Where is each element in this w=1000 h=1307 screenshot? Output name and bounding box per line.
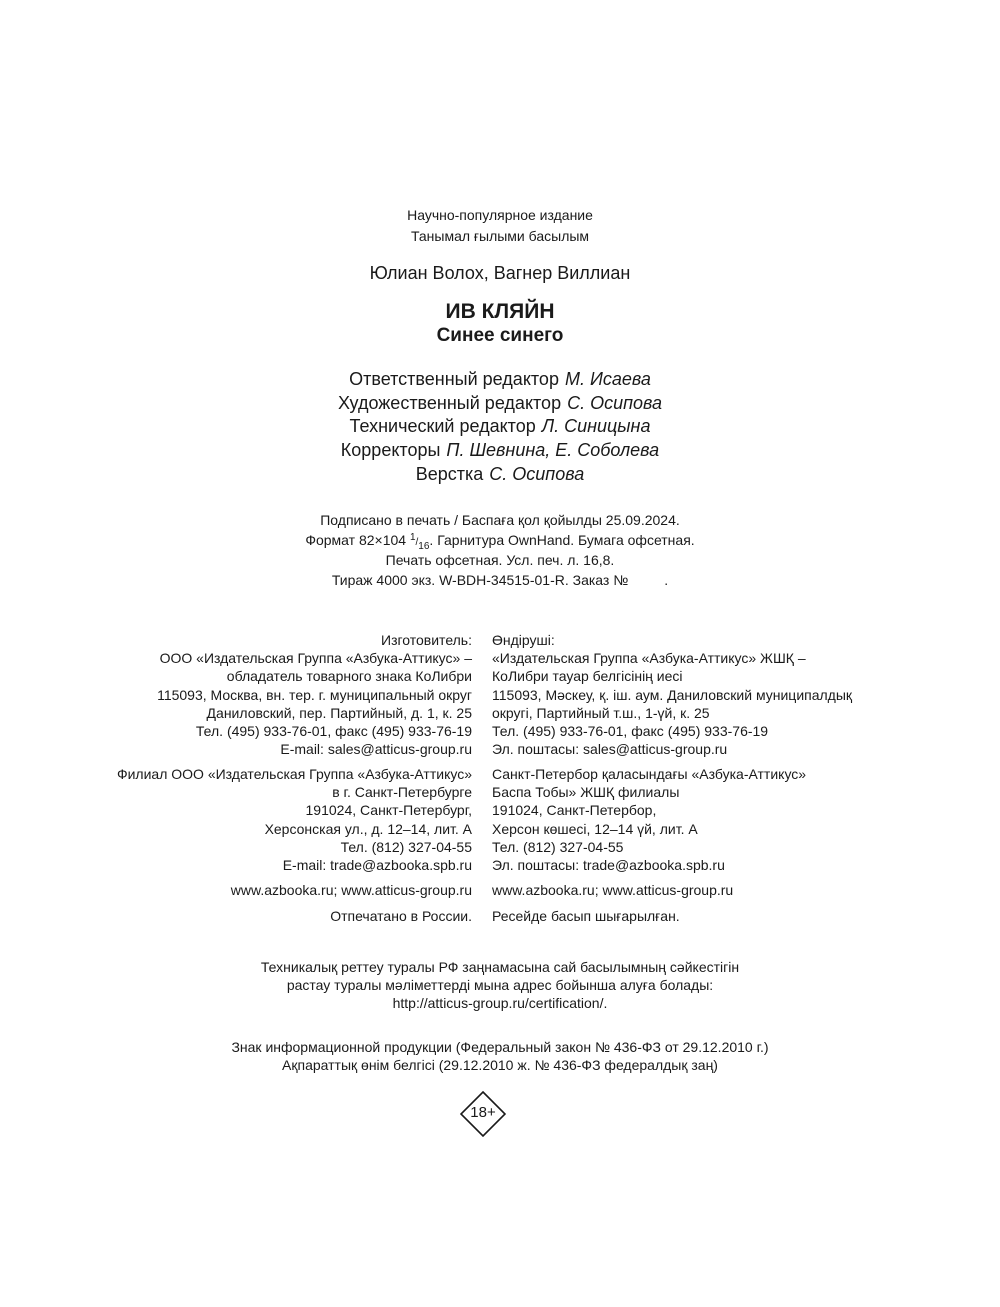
print-run [0,572,1000,588]
branch-kz [492,765,806,874]
format-fraction: 1/16 [409,532,430,552]
certification-line: Техникалық реттеу туралы РФ заңнамасына сай басылымның сәйкестігін [260,959,740,975]
credit-line [0,440,1000,461]
manufacturer-kz-line: Эл. поштасы: sales@atticus-group.ru [492,741,728,758]
branch-ru-line: 191024, Санкт-Петербург, [305,802,472,819]
credit-name: М. Исаева [564,369,651,389]
branch-ru [117,765,472,874]
branch-kz-line: Херсон көшесі, 12–14 үй, лит. А [492,820,698,837]
printed-in-kz: Ресейде басып шығарылған. [492,908,680,924]
run-suffix: . [664,572,669,588]
credit-name: С. Осипова [489,464,585,484]
manufacturer-kz [492,631,852,758]
website-kz[interactable]: www.azbooka.ru; www.atticus-group.ru [492,882,734,898]
fraction-numerator: 1 [409,532,416,543]
manufacturer-kz-line: Өндіруші: [492,632,555,648]
age-rating-text: 18+ [470,1104,496,1121]
credit-role: Верстка [415,464,484,484]
fraction-denominator: 16 [418,541,430,552]
edition-type-ru: Научно-популярное издание [407,207,593,223]
credit-line [0,416,1000,437]
credit-line [0,369,1000,390]
print-signed: Подписано в печать / Баспаға қол қойылды 25.09.2024. [320,512,680,528]
credit-role: Корректоры [340,440,441,460]
credit-name: Л. Синицына [541,416,651,436]
print-line: Печать офсетная. Усл. печ. л. 16,8. [385,552,615,568]
credit-line [0,393,1000,414]
branch-ru-line: Херсонская ул., д. 12–14, лит. А [264,820,472,837]
edition-type-kz: Танымал ғылыми басылым [410,228,590,244]
branch-kz-line: Тел. (812) 327-04-55 [492,838,624,855]
credit-name: С. Осипова [567,393,663,413]
manufacturer-ru-line: Тел. (495) 933-76-01, факс (495) 933-76-19 [195,722,472,739]
age-rating-badge [460,1091,506,1137]
certification-link[interactable]: http://atticus-group.ru/certification/. [392,995,608,1011]
credit-name: П. Шевнина, Е. Соболева [446,440,660,460]
branch-ru-line: Тел. (812) 327-04-55 [340,838,472,855]
book-title: ИВ КЛЯЙН [445,300,555,323]
manufacturer-ru-line: Даниловский, пер. Партийный, д. 1, к. 25 [206,704,472,721]
printed-in-ru: Отпечатано в России. [330,908,472,924]
book-subtitle: Синее синего [436,325,564,346]
certification-line: растау туралы мәліметтерді мына адрес бойынша алуға болады: [286,977,714,993]
branch-ru-line: E-mail: trade@azbooka.spb.ru [282,856,472,873]
credit-line [0,464,1000,485]
manufacturer-kz-line: 115093, Мәскеу, қ. іш. аум. Даниловский муниципалдық [492,686,853,703]
format-prefix: Формат 82×104 [305,532,407,548]
info-sign-ru: Знак информационной продукции (Федеральный закон № 436-ФЗ от 29.12.2010 г.) [231,1039,769,1055]
branch-kz-line: 191024, Санкт-Петербор, [492,802,657,819]
manufacturer-ru [157,631,472,758]
print-format [0,532,1000,552]
authors: Юлиан Волох, Вагнер Виллиан [369,263,631,283]
info-sign-kz: Ақпараттық өнім белгісі (29.12.2010 ж. № 436-ФЗ федералдық заң) [282,1057,718,1073]
branch-ru-line: в г. Санкт-Петербурге [332,784,472,801]
branch-kz-line: Баспа Тобы» ЖШҚ филиалы [492,784,680,801]
branch-ru-line: Филиал ООО «Издательская Группа «Азбука-Аттикус» [116,766,472,782]
website-ru[interactable]: www.azbooka.ru; www.atticus-group.ru [230,882,472,898]
manufacturer-ru-line: ООО «Издательская Группа «Азбука-Аттикус» – [159,650,472,667]
branch-kz-line: Санкт-Петербор қаласындағы «Азбука-Аттикус» [492,766,807,782]
format-suffix: . Гарнитура OwnHand. Бумага офсетная. [429,532,695,548]
manufacturer-ru-line: обладатель товарного знака КоЛибри [226,668,472,685]
run-prefix: Тираж 4000 экз. W-BDH-34515-01-R. Заказ № [331,572,629,588]
manufacturer-kz-line: Тел. (495) 933-76-01, факс (495) 933-76-19 [492,722,769,739]
credit-role: Художественный редактор [337,393,562,413]
credit-role: Технический редактор [349,416,536,436]
manufacturer-kz-line: «Издательская Группа «Азбука-Аттикус» ЖШҚ – [492,650,806,667]
manufacturer-ru-line: 115093, Москва, вн. тер. г. муниципальный округ [157,686,472,703]
credit-role: Ответственный редактор [349,369,559,389]
manufacturer-kz-line: КоЛибри тауар белгісінің иесі [492,668,683,685]
manufacturer-kz-line: округі, Партийный т.ш., 1-үй, к. 25 [492,704,710,721]
manufacturer-ru-line: E-mail: sales@atticus-group.ru [280,741,472,758]
manufacturer-ru-line: Изготовитель: [381,632,472,648]
branch-kz-line: Эл. поштасы: trade@azbooka.spb.ru [492,856,725,873]
